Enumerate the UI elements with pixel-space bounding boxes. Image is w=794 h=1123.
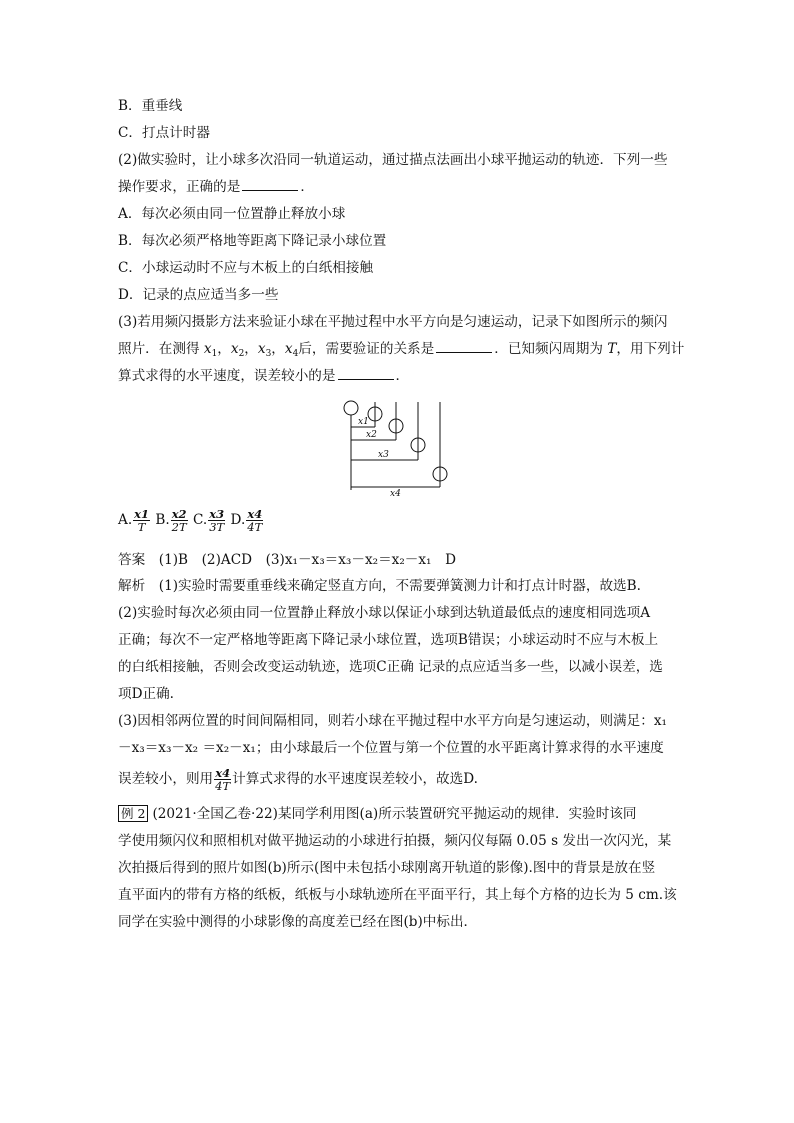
q2-option-c: C．小球运动时不应与木板上的白纸相接触 [118, 260, 374, 276]
strobe-figure [336, 394, 460, 498]
example2-line2: 学使用频闪仪和照相机对做平抛运动的小球进行拍摄，频闪仪每隔 0.05 s 发出一次闪光，某 [118, 833, 672, 849]
answer-label: 答案 [118, 552, 146, 568]
label-x3: x3 [378, 450, 389, 460]
q2-option-b: B．每次必须严格地等距离下降记录小球位置 [118, 233, 387, 249]
choice-a: A. $\frac{x1}{T}$ [118, 507, 149, 534]
choice-c: C. $\frac{x3}{3T}$ [192, 507, 225, 534]
q2-stem-line1: (2)做实验时，让小球多次沿同一轨道运动，通过描点法画出小球平抛运动的轨迹．下列一些 [118, 152, 668, 168]
option-b-plumb-line: B．重垂线 [118, 98, 183, 114]
ball-1 [344, 401, 358, 415]
choice-d: D. $\frac{x4}{4T}$ [230, 507, 263, 534]
answer-text: (1)B (2)ACD (3)x₁－x₃＝x₃－x₂＝x₂－x₁ D [158, 552, 456, 568]
analysis-p3-line2: －x₃＝x₃－x₂ ＝x₂－x₁；由小球最后一个位置与第一个位置的水平距离计算求得的水平速度 [118, 740, 664, 756]
analysis-p1: 解析 (1)实验时需要重垂线来确定竖直方向，不需要弹簧测力计和打点计时器，故选B. [118, 578, 641, 594]
label-x1: x1 [358, 417, 369, 427]
example2-line1: 例 2 (2021·全国乙卷·22)某同学利用图(a)所示装置研究平抛运动的规律．实验时该同 [118, 804, 637, 824]
analysis-p3-line1: (3)因相邻两位置的时间间隔相同，则若小球在平抛过程中水平方向是匀速运动，则满足：x₁ [118, 713, 667, 729]
example2-line3: 次拍摄后得到的照片如图(b)所示(图中未包括小球刚离开轨道的影像).图中的背景是放在竖 [118, 860, 656, 876]
label-x2: x2 [366, 430, 377, 440]
analysis-p3-line3: 误差较小，则用 $\frac{x4}{4T}$ 计算式求得的水平速度误差较小，故选D. [118, 766, 478, 793]
q3-stem-line3: 算式求得的水平速度，误差较小的是 ． [118, 368, 410, 384]
analysis-p2-line4: 项D正确. [118, 686, 175, 702]
q3-choices [118, 504, 264, 536]
label-x4: x4 [390, 489, 401, 498]
analysis-label: 解析 [118, 578, 146, 594]
analysis-p2-line3: 的白纸相接触，否则会改变运动轨迹，选项C正确 记录的点应适当多一些，以减小误差，选 [118, 659, 663, 675]
example2-line4: 直平面内的带有方格的纸板，纸板与小球轨迹所在平面平行，其上每个方格的边长为 5 cm.该 [118, 887, 677, 903]
example-tag: 例 2 [118, 805, 148, 822]
answer-blank [242, 177, 298, 191]
q3-stem-line2: 照片．在测得 $x_1$，$x_2$，$x_3$，$x_4$后，需要验证的关系是 ．已知频闪周期为 T，用下列计 [118, 341, 685, 359]
q2-stem-line2: 操作要求，正确的是 ． [118, 179, 314, 195]
answer-blank [436, 339, 492, 353]
example2-line5: 同学在实验中测得的小球影像的高度差已经在图(b)中标出． [118, 914, 478, 930]
choice-b: B. $\frac{x2}{2T}$ [155, 507, 187, 534]
q2-option-a: A．每次必须由同一位置静止释放小球 [118, 206, 346, 222]
option-c-timer: C．打点计时器 [118, 125, 210, 141]
analysis-p2-line2: 正确；每次不一定严格地等距离下降记录小球位置，选项B错误；小球运动时不应与木板上 [118, 632, 659, 648]
answer-blank [338, 366, 394, 380]
q2-option-d: D．记录的点应适当多一些 [118, 287, 279, 303]
answer-line [118, 550, 456, 570]
q3-stem-line1: (3)若用频闪摄影方法来验证小球在平抛过程中水平方向是匀速运动，记录下如图所示的频闪 [118, 314, 668, 330]
analysis-p2-line1: (2)实验时每次必须由同一位置静止释放小球以保证小球到达轨道最低点的速度相同选项A [118, 605, 651, 621]
